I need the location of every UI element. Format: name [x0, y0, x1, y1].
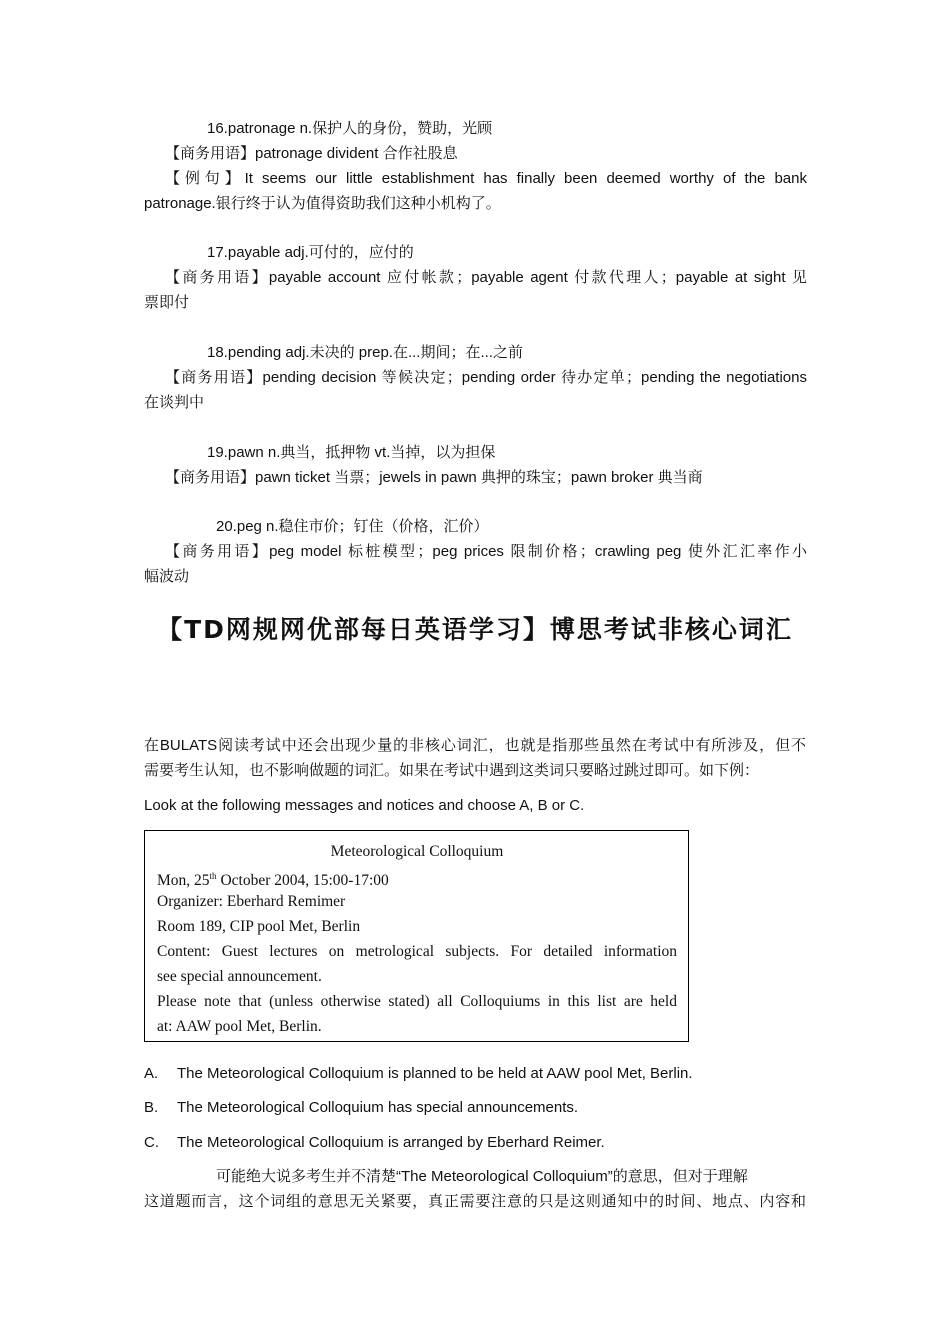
answer-option-b	[144, 1095, 806, 1120]
explanation-paragraph: 可能绝大说多考生并不清楚“The Meteorological Colloquium”的意思，但对于理解	[216, 1168, 748, 1185]
entry-headword: 16.patronage n.保护人的身份，赞助，光顾	[207, 120, 493, 137]
option-letter: A.	[144, 1065, 159, 1082]
entry-example: 【例句】It seems our little establishment has finally been deemed worthy of the bank	[165, 170, 807, 187]
notice-note-cont: at: AAW pool Met, Berlin.	[157, 1018, 322, 1035]
explanation-paragraph-cont: 这道题而言，这个词组的意思无关紧要，真正需要注意的只是这则通知中的时间、地点、内容和	[144, 1193, 806, 1210]
option-letter: C.	[144, 1134, 159, 1151]
option-text: The Meteorological Colloquium is planned to be held at AAW pool Met, Berlin.	[177, 1065, 693, 1082]
answer-option-c	[144, 1130, 806, 1155]
entry-business-terms: 【商务用语】pending decision 等候决定；pending order 待办定单；pending the negotiations	[165, 369, 807, 386]
entry-business-terms-cont: 在谈判中	[144, 394, 205, 411]
entry-business-terms: 【商务用语】pawn ticket 当票；jewels in pawn 典押的珠宝；pawn broker 典当商	[165, 469, 703, 486]
option-text: The Meteorological Colloquium has special announcements.	[177, 1099, 579, 1116]
entry-business-terms-cont: 票即付	[144, 294, 190, 311]
notice-date: Mon, 25th October 2004, 15:00-17:00	[157, 871, 389, 890]
entry-headword: 18.pending adj.未决的 prep.在...期间；在...之前	[207, 344, 523, 361]
entry-headword: 19.pawn n.典当，抵押物 vt.当掉，以为担保	[207, 444, 496, 461]
entry-business-terms-cont: 幅波动	[144, 568, 190, 585]
option-letter: B.	[144, 1099, 159, 1116]
answer-option-a	[144, 1061, 806, 1086]
option-text: The Meteorological Colloquium is arranged by Eberhard Reimer.	[177, 1134, 605, 1151]
notice-room: Room 189, CIP pool Met, Berlin	[157, 918, 361, 935]
notice-box	[144, 830, 689, 1042]
notice-organizer: Organizer: Eberhard Remimer	[157, 893, 346, 910]
notice-content: Content: Guest lectures on metrological subjects. For detailed information	[157, 943, 677, 960]
entry-business-terms: 【商务用语】peg model 标桩模型；peg prices 限制价格；crawling peg 使外汇汇率作小	[165, 543, 807, 560]
entry-example-cont: patronage.银行终于认为值得资助我们这种小机构了。	[144, 195, 501, 212]
intro-paragraph-cont: 需要考生认知，也不影响做题的词汇。如果在考试中遇到这类词只要略过跳过即可。如下例：	[144, 762, 760, 779]
entry-business-terms: 【商务用语】payable account 应付帐款；payable agent 付款代理人；payable at sight 见	[165, 269, 807, 286]
entry-headword: 17.payable adj.可付的，应付的	[207, 244, 414, 261]
entry-headword: 20.peg n.稳住市价；钉住（价格，汇价）	[216, 518, 489, 535]
section-title: 【TD网规网优部每日英语学习】博思考试非核心词汇	[157, 615, 793, 644]
entry-business-terms: 【商务用语】patronage divident 合作社股息	[165, 145, 458, 162]
intro-paragraph: 在BULATS阅读考试中还会出现少量的非核心词汇，也就是指那些虽然在考试中有所涉及，但不	[144, 737, 806, 754]
question-instruction: Look at the following messages and notices and choose A, B or C.	[144, 797, 585, 814]
notice-note: Please note that (unless otherwise stated) all Colloquiums in this list are held	[157, 993, 677, 1010]
notice-title: Meteorological Colloquium	[330, 843, 504, 860]
notice-content-cont: see special announcement.	[157, 968, 322, 985]
